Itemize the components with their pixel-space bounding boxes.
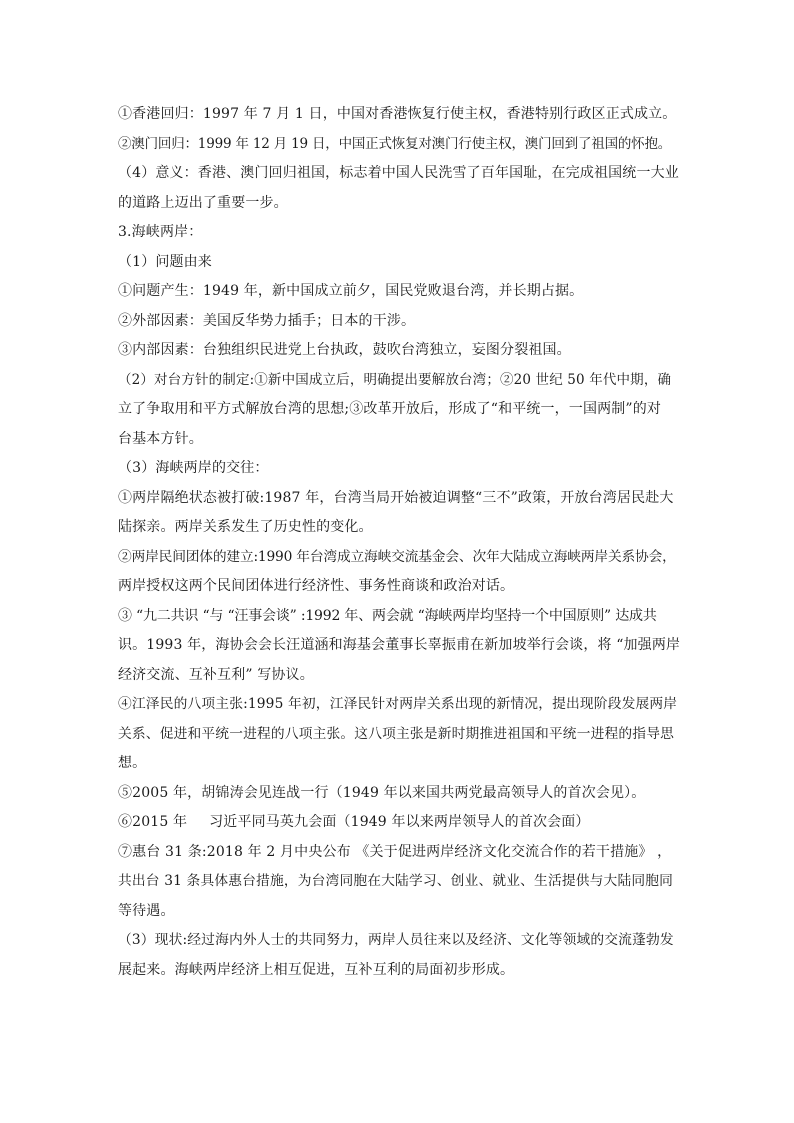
subsection-heading: （3）海峡两岸的交往： bbox=[118, 460, 269, 476]
paragraph-line: 想。 bbox=[118, 755, 147, 771]
document-page bbox=[118, 100, 680, 985]
paragraph-line: ③ “九二共识 “与 “汪事会谈” :1992 年、两会就 “海峡两岸均坚持一个中国原则” 达成共 bbox=[118, 607, 657, 624]
paragraph-line: ④江泽民的八项主张:1995 年初，江泽民针对两岸关系出现的新情况，提出现阶段发展两岸 bbox=[118, 696, 678, 712]
paragraph-line: 共出台 31 条具体惠台措施，为台湾同胞在大陆学习、创业、就业、生活提供与大陆同胞同 bbox=[118, 873, 674, 889]
paragraph-line: 两岸授权这两个民间团体进行经济性、事务性商谈和政治对话。 bbox=[118, 578, 515, 594]
paragraph-line: ⑤2005 年，胡锦涛会见连战一行（1949 年以来国共两党最高领导人的首次会见）。 bbox=[118, 784, 646, 801]
paragraph-line: 经济交流、互补互利” 写协议。 bbox=[118, 666, 314, 683]
paragraph-line: （4）意义：香港、澳门回归祖国，标志着中国人民洗雪了百年国耻，在完成祖国统一大业 bbox=[118, 165, 679, 181]
paragraph-line: 识。1993 年，海协会会长汪道涵和海基会董事长辜振甫在新加坡举行会谈，将 “加强两岸 bbox=[118, 637, 681, 653]
paragraph-line: ①问题产生：1949 年，新中国成立前夕，国民党败退台湾，并长期占据。 bbox=[118, 283, 584, 299]
paragraph-line: 关系、促进和平统一进程的八项主张。这八项主张是新时期推进祖国和平统一进程的指导思 bbox=[118, 725, 675, 742]
paragraph-line: ⑦惠台 31 条:2018 年 2 月中央公布 《关于促进两岸经济文化交流合作的若干措施》 ， bbox=[118, 843, 672, 860]
paragraph-line: ①两岸隔绝状态被打破:1987 年，台湾当局开始被迫调整“三不”政策，开放台湾居民赴大 bbox=[118, 489, 674, 506]
subsection-heading: （1）问题由来 bbox=[118, 253, 212, 270]
paragraph-line: ②两岸民间团体的建立:1990 年台湾成立海峡交流基金会、次年大陆成立海峡两岸关系协会， bbox=[118, 548, 676, 565]
paragraph-line: （3）现状:经过海内外人士的共同努力，两岸人员往来以及经济、文化等领域的交流蓬勃发 bbox=[118, 932, 674, 948]
paragraph-line: ②外部因素：美国反华势力插手；日本的干涉。 bbox=[118, 312, 416, 329]
line-text: 习近平同马英九会面（1949 年以来两岸领导人的首次会面） bbox=[209, 814, 590, 830]
paragraph-line: 陆探亲。两岸关系发生了历史性的变化。 bbox=[118, 519, 373, 535]
paragraph-line bbox=[118, 808, 680, 838]
paragraph-line: 展起来。海峡两岸经济上相互促进，互补互利的局面初步形成。 bbox=[118, 961, 515, 978]
paragraph-line: 台基本方针。 bbox=[118, 430, 203, 447]
paragraph-line: 立了争取用和平方式解放台湾的思想;③改革开放后，形成了“和平统一，一国两制”的对 bbox=[118, 401, 662, 417]
paragraph-line: 的道路上迈出了重要一步。 bbox=[118, 194, 288, 211]
line-prefix: ⑥2015 年 bbox=[118, 814, 188, 830]
paragraph-line: 等待遇。 bbox=[118, 902, 175, 919]
paragraph-line: ②澳门回归：1999 年 12 月 19 日，中国正式恢复对澳门行使主权，澳门回到了祖国的怀抱。 bbox=[118, 135, 672, 152]
paragraph-line: ①香港回归：1997 年 7 月 1 日，中国对香港恢复行使主权，香港特别行政区正式成立。 bbox=[118, 106, 677, 122]
paragraph-line: ③内部因素：台独组织民进党上台执政，鼓吹台湾独立，妄图分裂祖国。 bbox=[118, 342, 571, 358]
section-heading: 3.海峡两岸： bbox=[118, 224, 203, 240]
paragraph-line: （2）对台方针的制定:①新中国成立后，明确提出要解放台湾；②20 世纪 50 年代中期，确 bbox=[118, 371, 672, 388]
